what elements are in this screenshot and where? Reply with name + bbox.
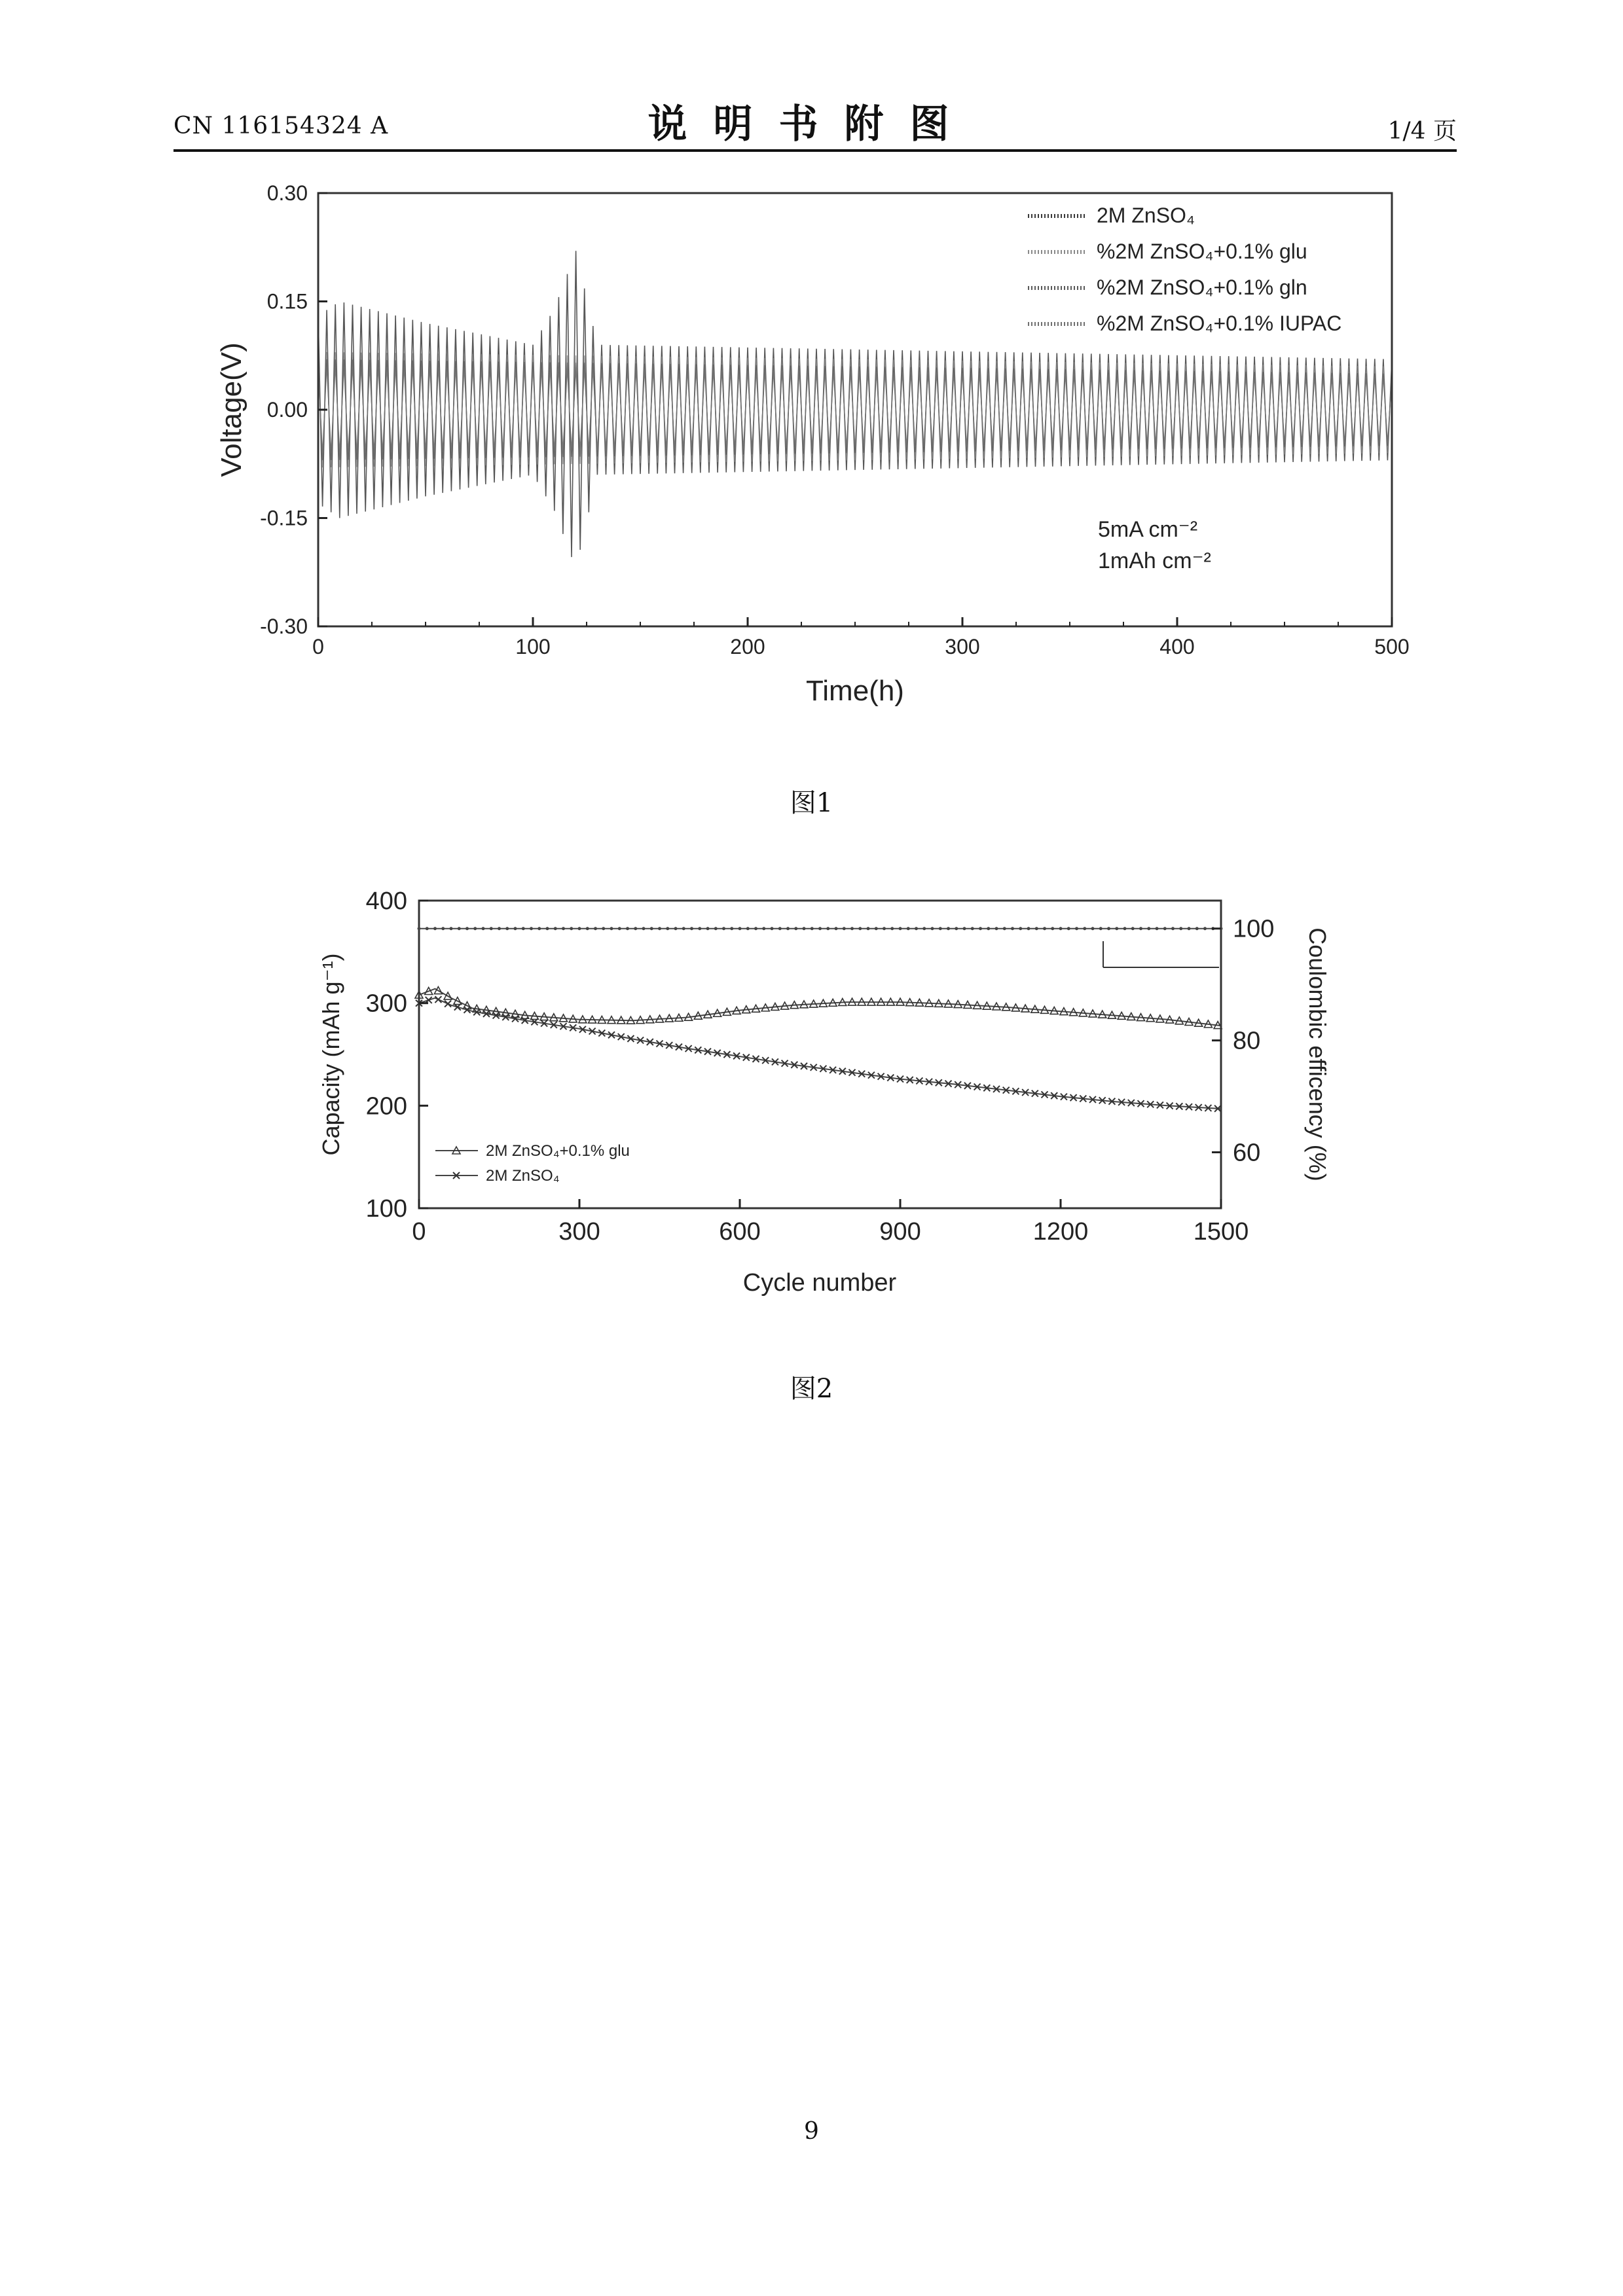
fig2-point-dot: [433, 927, 437, 930]
fig1-x-tick-label: 500: [1374, 635, 1410, 658]
fig1-y-tick-label: -0.15: [260, 506, 308, 530]
fig2-point-dot: [1091, 927, 1095, 930]
fig2-point-dot: [883, 927, 886, 930]
fig2-point-dot: [803, 927, 806, 930]
fig2-point-dot: [650, 927, 653, 930]
fig2-point-dot: [811, 927, 814, 930]
fig2-point-dot: [465, 927, 469, 930]
fig1-x-tick-label: 300: [945, 635, 980, 658]
fig1-legend-label: %2M ZnSO₄+0.1% gln: [1097, 276, 1307, 299]
fig2-point-dot: [674, 927, 678, 930]
fig2-point-dot: [762, 927, 765, 930]
fig2-point-dot: [850, 927, 854, 930]
fig1-y-tick-label: -0.30: [260, 615, 308, 638]
fig2-point-dot: [915, 927, 918, 930]
fig1-y-tick-label: 0.00: [266, 398, 308, 422]
fig2-point-dot: [441, 927, 445, 930]
fig2-point-dot: [426, 927, 429, 930]
fig2-y2-tick-label: 100: [1233, 915, 1275, 943]
fig2-point-dot: [987, 927, 990, 930]
fig2-point-dot: [618, 927, 621, 930]
page-number: 9: [804, 2118, 819, 2145]
fig2-point-dot: [867, 927, 870, 930]
fig2-point-dot: [899, 927, 902, 930]
fig2-point-dot: [1059, 927, 1063, 930]
fig2-x-tick-label: 1200: [1032, 1218, 1089, 1246]
fig1-x-tick-label: 100: [515, 635, 551, 658]
document-number: CN 116154324 A: [173, 113, 389, 139]
fig2-point-dot: [610, 927, 613, 930]
fig2-point-dot: [578, 927, 581, 930]
fig2-point-dot: [1099, 927, 1103, 930]
fig2-y-tick-label: 100: [365, 1195, 407, 1223]
fig2-point-dot: [1171, 927, 1175, 930]
fig2-point-dot: [562, 927, 565, 930]
fig2-point-dot: [570, 927, 573, 930]
fig2-point-dot: [1035, 927, 1038, 930]
fig2-point-dot: [931, 927, 934, 930]
fig2-point-x: [445, 1001, 451, 1007]
fig2-point-dot: [1043, 927, 1046, 930]
fig2-point-dot: [473, 927, 477, 930]
fig2-point-dot: [706, 927, 710, 930]
fig2-point-dot: [554, 927, 557, 930]
fig2-point-dot: [626, 927, 629, 930]
fig1-y-tick-label: 0.15: [266, 289, 308, 314]
fig2-point-dot: [1011, 927, 1014, 930]
page-of-label: 1/4 页: [1387, 118, 1457, 145]
fig2-point-dot: [1107, 927, 1110, 930]
fig2-series-group: [415, 927, 1223, 1112]
fig2-point-dot: [1123, 927, 1127, 930]
fig2-point-dot: [955, 927, 958, 930]
fig2-point-dot: [1051, 927, 1054, 930]
fig2-point-dot: [714, 927, 718, 930]
fig2-point-dot: [778, 927, 782, 930]
fig2-point-dot: [739, 927, 742, 930]
fig2-point-dot: [642, 927, 646, 930]
fig1-annotation-capacity: 1mAh cm⁻²: [1098, 548, 1211, 573]
fig2-point-dot: [530, 927, 533, 930]
fig2-y-tick-label: 400: [365, 888, 407, 915]
fig2-legend-label: 2M ZnSO₄+0.1% glu: [486, 1142, 630, 1160]
fig2-point-dot: [1131, 927, 1135, 930]
fig2-point-dot: [1003, 927, 1006, 930]
fig1-y-tick-label: 0.30: [266, 181, 308, 205]
fig2-point-dot: [922, 927, 926, 930]
fig2-point-dot: [722, 927, 725, 930]
fig2-point-dot: [1203, 927, 1207, 930]
fig2-point-dot: [1067, 927, 1070, 930]
fig2-point-dot: [658, 927, 661, 930]
fig2-point-dot: [875, 927, 878, 930]
fig2-point-dot: [666, 927, 669, 930]
fig1-legend-label: %2M ZnSO₄+0.1% glu: [1097, 240, 1307, 263]
fig2-point-dot: [890, 927, 894, 930]
fig1-x-tick-label: 400: [1159, 635, 1195, 658]
fig2-point-dot: [505, 927, 509, 930]
fig2-point-dot: [1156, 927, 1159, 930]
fig2-point-dot: [979, 927, 982, 930]
fig2-point-dot: [594, 927, 597, 930]
fig2-y2-tick-label: 60: [1233, 1139, 1261, 1167]
fig2-legend-label: 2M ZnSO₄: [486, 1167, 560, 1185]
fig2-point-dot: [538, 927, 541, 930]
fig2-point-dot: [450, 927, 453, 930]
fig2-point-dot: [843, 927, 846, 930]
fig2-point-dot: [602, 927, 605, 930]
fig2-point-dot: [498, 927, 501, 930]
fig2-point-dot: [1075, 927, 1078, 930]
fig2-x-tick-label: 900: [879, 1218, 921, 1246]
fig2-point-dot: [971, 927, 974, 930]
fig2-point-dot: [1163, 927, 1167, 930]
fig2-point-dot: [771, 927, 774, 930]
page-title: 说明书附图: [647, 101, 976, 147]
fig2-point-dot: [995, 927, 998, 930]
fig2-point-dot: [907, 927, 910, 930]
fig2-point-dot: [786, 927, 790, 930]
fig2-x-tick-label: 1500: [1193, 1218, 1249, 1246]
fig2-point-dot: [682, 927, 685, 930]
fig2-plot-frame: [419, 901, 1221, 1208]
figure-1-caption: 图1: [790, 788, 833, 818]
fig1-x-tick-label: 200: [730, 635, 765, 658]
fig1-x-axis-label: Time(h): [806, 675, 904, 707]
fig1-legend-label: 2M ZnSO₄: [1097, 204, 1195, 227]
fig2-y2-axis-label: Coulombic efficency (%): [1304, 927, 1331, 1181]
fig2-point-dot: [794, 927, 797, 930]
fig2-point-dot: [418, 927, 421, 930]
fig2-x-tick-label: 600: [719, 1218, 761, 1246]
fig2-point-dot: [490, 927, 493, 930]
fig2-point-dot: [1027, 927, 1030, 930]
fig2-point-dot: [963, 927, 966, 930]
fig2-point-dot: [1083, 927, 1086, 930]
fig2-y-tick-label: 200: [365, 1092, 407, 1121]
fig2-y-axis-label: Capacity (mAh g⁻¹): [318, 953, 344, 1156]
fig2-point-dot: [1147, 927, 1150, 930]
fig2-axis-ticks: [366, 888, 1275, 1246]
fig2-point-dot: [858, 927, 862, 930]
fig2-point-dot: [698, 927, 701, 930]
fig2-y-tick-label: 300: [365, 990, 407, 1018]
fig2-point-dot: [690, 927, 693, 930]
fig1-x-tick-label: 0: [312, 635, 324, 658]
fig2-point-dot: [754, 927, 757, 930]
fig2-point-dot: [586, 927, 589, 930]
fig2-point-dot: [1115, 927, 1118, 930]
fig2-point-dot: [818, 927, 822, 930]
fig1-y-axis-label: Voltage(V): [215, 342, 247, 477]
fig2-point-dot: [730, 927, 733, 930]
fig2-point-dot: [826, 927, 830, 930]
figure-2-caption: 图2: [790, 1374, 833, 1404]
fig2-legend: [435, 1142, 630, 1185]
fig2-point-dot: [634, 927, 637, 930]
fig2-point-dot: [1188, 927, 1191, 930]
fig2-x-axis-label: Cycle number: [742, 1269, 897, 1297]
fig2-point-dot: [546, 927, 549, 930]
fig2-point-dot: [1019, 927, 1022, 930]
fig2-point-dot: [514, 927, 517, 930]
fig2-point-dot: [482, 927, 485, 930]
fig1-annotation-current: 5mA cm⁻²: [1098, 517, 1198, 542]
fig2-point-dot: [746, 927, 750, 930]
fig2-point-dot: [458, 927, 461, 930]
fig2-point-dot: [1179, 927, 1182, 930]
fig2-point-dot: [522, 927, 525, 930]
fig2-x-tick-label: 300: [558, 1218, 600, 1246]
fig2-point-dot: [835, 927, 838, 930]
fig2-point-dot: [1195, 927, 1199, 930]
fig2-x-tick-label: 0: [412, 1218, 426, 1246]
fig2-point-dot: [939, 927, 942, 930]
fig2-y2-tick-label: 80: [1233, 1027, 1261, 1055]
fig2-point-x: [435, 996, 441, 1003]
fig1-legend-label: %2M ZnSO₄+0.1% IUPAC: [1097, 312, 1342, 335]
fig2-point-dot: [1139, 927, 1142, 930]
fig2-point-dot: [947, 927, 950, 930]
